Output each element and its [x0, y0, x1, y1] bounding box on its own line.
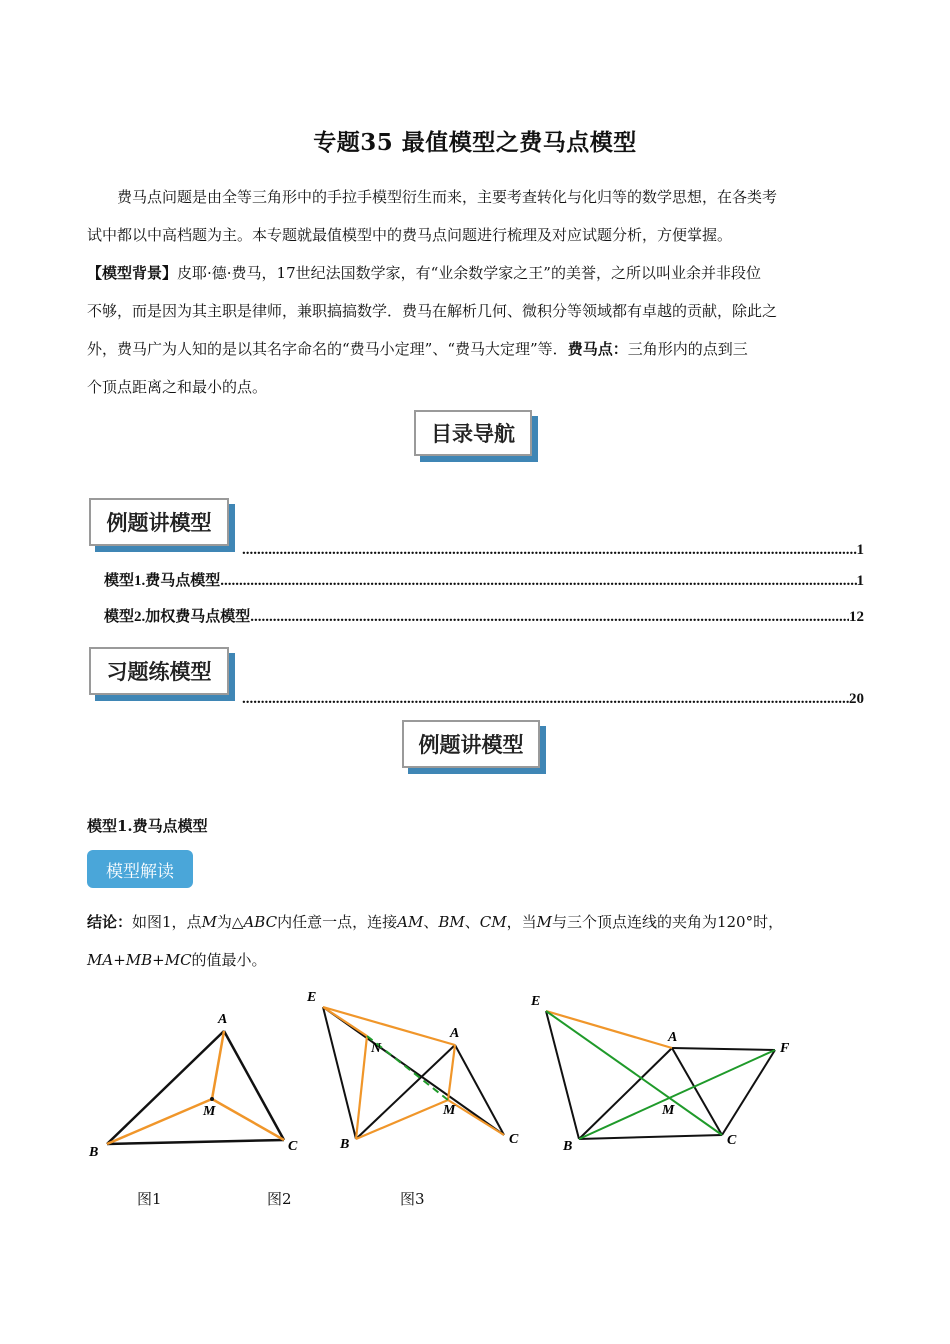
- var-M: M: [201, 913, 217, 931]
- toc-page-number: 12: [849, 609, 864, 625]
- conclusion-text: ，当: [506, 913, 537, 931]
- fig2-label-M: M: [443, 1103, 456, 1118]
- var-BM: BM: [438, 913, 465, 931]
- fig3-segment-EA: [546, 1011, 672, 1048]
- var-sum: MA+MB+MC: [87, 951, 192, 969]
- separator: 、: [464, 913, 480, 931]
- fig2-label-E: E: [307, 990, 317, 1005]
- section-header-examples: 例题讲模型: [402, 720, 540, 768]
- intro-paragraph: [87, 178, 877, 254]
- var-ABC: ABC: [243, 913, 278, 931]
- background-line-4: 个顶点距离之和最小的点。: [87, 378, 268, 396]
- fig2-label-A: A: [450, 1026, 460, 1041]
- toc-leader-dots: [242, 691, 849, 708]
- toc-page-number: 1: [856, 573, 864, 589]
- intro-line-1: 费马点问题是由全等三角形中的手拉手模型衍生而来，主要考查转化与化归等的数学思想，在各类考: [117, 188, 778, 206]
- figure-1: [88, 1012, 298, 1160]
- fig1-label-B: B: [89, 1145, 99, 1160]
- toc-section-examples[interactable]: 例题讲模型: [89, 498, 229, 546]
- var-CM: CM: [479, 913, 507, 931]
- toc-item-model2[interactable]: [104, 605, 864, 626]
- toc-row-section1[interactable]: [242, 542, 864, 559]
- fig1-edge-AB: [107, 1031, 224, 1144]
- background-line-3: [87, 330, 877, 368]
- fig3-label-F: F: [780, 1041, 790, 1056]
- background-text-3b: 三角形内的点到三: [627, 340, 748, 358]
- conclusion-line-2: [87, 941, 877, 979]
- toc-item-label: 模型2.加权费马点模型: [104, 609, 251, 625]
- toc-section-exercises[interactable]: 习题练模型: [89, 647, 229, 695]
- toc-item-label: 模型1.费马点模型: [104, 573, 221, 589]
- fig2-label-N: N: [371, 1041, 382, 1056]
- fig1-label-M: M: [203, 1104, 216, 1119]
- conclusion-text: 的值最小。: [191, 951, 267, 969]
- model-interpretation-badge: 模型解读: [87, 850, 193, 888]
- fig1-segment-MB: [107, 1099, 212, 1144]
- fig3-label-C: C: [727, 1133, 737, 1148]
- fig2-segment-BM: [356, 1100, 448, 1139]
- fig3-label-A: A: [668, 1030, 678, 1045]
- toc-page-number: 1: [856, 542, 864, 558]
- toc-leader-dots: [220, 573, 856, 590]
- conclusion-text: 如图1，点: [132, 913, 202, 931]
- toc-item-model1[interactable]: [104, 569, 864, 590]
- background-text-1: 皮耶·德·费马，17世纪法国数学家，有“业余数学家之王”的美誉，之所以叫业余并非段位: [177, 264, 761, 282]
- toc-leader-dots: [250, 609, 849, 626]
- toc-leader-dots: [242, 542, 857, 559]
- fig1-label-C: C: [288, 1139, 298, 1154]
- fig1-label-A: A: [218, 1012, 228, 1027]
- fig2-segment-AM: [448, 1045, 455, 1100]
- fermat-point-label: 费马点：: [567, 340, 628, 358]
- var-M: M: [536, 913, 552, 931]
- toc-header: 目录导航: [414, 410, 532, 456]
- figure-2: [306, 990, 519, 1152]
- background-line-1: [87, 254, 877, 292]
- fig2-label-B: B: [340, 1137, 350, 1152]
- background-text-3a: 外，费马广为人知的是以其名字命名的“费马小定理”、“费马大定理”等．: [87, 340, 568, 358]
- toc-page-number: 20: [849, 691, 864, 707]
- figure-caption-2: 图2: [267, 1190, 292, 1208]
- separator: 、: [423, 913, 439, 931]
- fig3-label-M: M: [662, 1103, 675, 1118]
- var-AM: AM: [397, 913, 424, 931]
- figures-svg: [0, 980, 950, 1180]
- page-title: 专题35 最值模型之费马点模型: [313, 129, 637, 156]
- toc-row-section2[interactable]: [242, 691, 864, 708]
- fig2-segment-NB: [356, 1036, 367, 1139]
- fig3-edge-AF: [672, 1048, 775, 1050]
- conclusion-text: 为△: [216, 913, 244, 931]
- figure-caption-3: 图3: [400, 1190, 425, 1208]
- conclusion-text: 与三个顶点连线的夹角为120°时，: [551, 913, 784, 931]
- fig2-edge-BA: [356, 1045, 455, 1139]
- fig1-point-M: [210, 1097, 214, 1101]
- background-line-2: 不够，而是因为其主职是律师，兼职搞搞数学．费马在解析几何、微积分等领域都有卓越的贡献，除此之: [87, 302, 778, 320]
- fig2-segment-EA: [323, 1007, 455, 1045]
- fig2-edge-AC: [455, 1045, 504, 1135]
- intro-line-2: 试中都以中高档题为主。本专题就最值模型中的费马点问题进行梳理及对应试题分析，方便掌握。: [87, 226, 733, 244]
- conclusion-line-1: [87, 903, 877, 941]
- fig1-edge-BC: [107, 1140, 284, 1144]
- fig3-edge-BC: [579, 1135, 722, 1139]
- fig3-edge-BA: [579, 1048, 672, 1139]
- figure-caption-1: 图1: [137, 1190, 162, 1208]
- conclusion-text: 内任意一点，连接: [277, 913, 398, 931]
- fig2-label-C: C: [509, 1132, 519, 1147]
- model1-heading: 模型1.费马点模型: [87, 817, 208, 835]
- conclusion-paragraph: [87, 903, 877, 979]
- fig3-label-E: E: [531, 994, 541, 1009]
- background-label: 【模型背景】: [87, 264, 178, 282]
- figure-3: [530, 994, 790, 1154]
- fig3-label-B: B: [563, 1139, 573, 1154]
- fig3-segment-BF: [579, 1050, 775, 1139]
- background-paragraph: [87, 254, 877, 406]
- fig3-edge-AC: [672, 1048, 722, 1135]
- conclusion-label: 结论：: [87, 913, 133, 931]
